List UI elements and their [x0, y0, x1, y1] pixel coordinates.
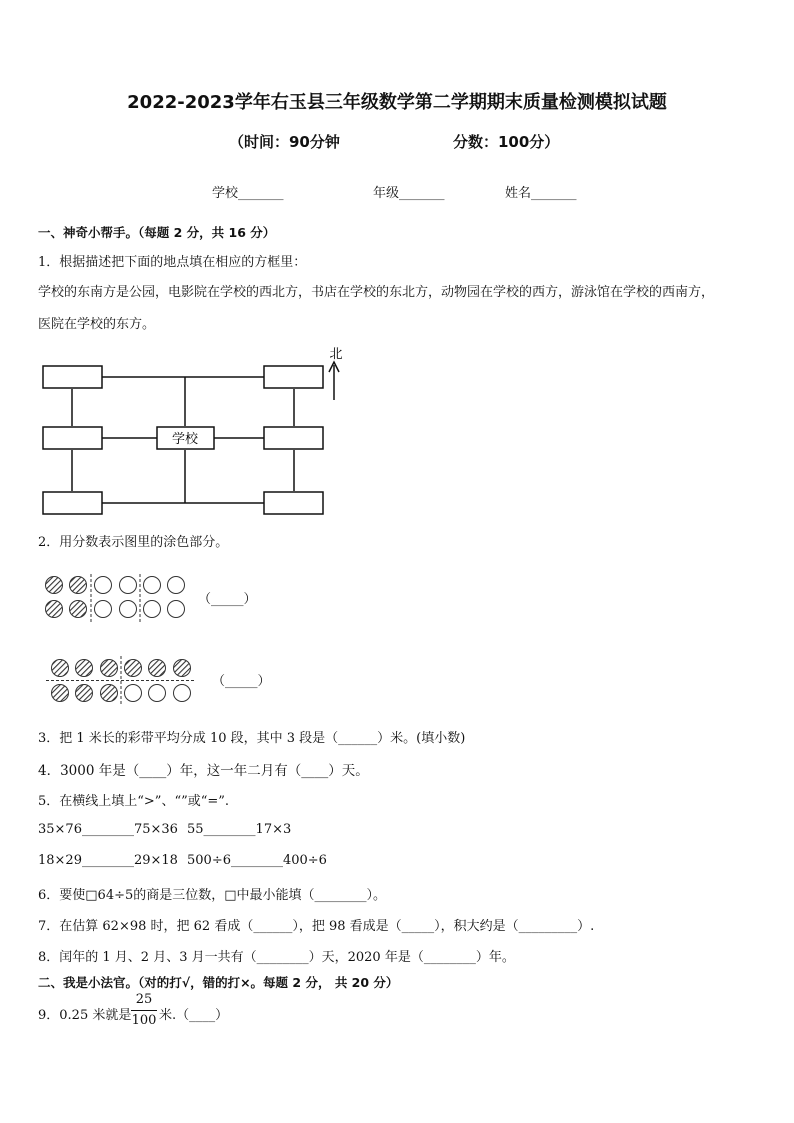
grade-field[interactable]: 年级_______ — [373, 186, 445, 201]
box-northeast[interactable] — [264, 366, 323, 388]
q4: 4．3000 年是（____）年，这一年二月有（____）天。 — [38, 763, 369, 779]
q5-row1-item2: 55________17×3 — [187, 822, 292, 837]
name-field[interactable]: 姓名_______ — [505, 186, 577, 201]
box-southwest[interactable] — [43, 492, 102, 514]
section-1-heading: 一、神奇小帮手。（每题 2 分，共 16 分） — [38, 225, 276, 240]
circles-figure-2 — [44, 655, 204, 707]
school-field[interactable]: 学校_______ — [212, 186, 284, 201]
fraction-numerator: 25 — [135, 992, 153, 1007]
q5-row2-item2: 500÷6________400÷6 — [187, 853, 327, 868]
q9-prefix: 9．0.25 米就是 — [38, 1008, 132, 1023]
q9-fraction — [131, 992, 157, 1029]
q7: 7．在估算 62×98 时，把 62 看成（______），把 98 看成是（_____），积大约是（_________）. — [38, 919, 595, 934]
box-southeast[interactable] — [264, 492, 323, 514]
q1-desc-line2: 医院在学校的东方。 — [38, 317, 156, 332]
page-title: 2022-2023学年右玉县三年级数学第二学期期末质量检测模拟试题 — [127, 92, 667, 113]
school-label: 学校 — [171, 432, 199, 447]
q5-row2-item1: 18×29________29×18 — [38, 853, 178, 868]
q1-prompt: 1．根据描述把下面的地点填在相应的方框里： — [38, 255, 307, 270]
time-label: （时间：90分钟 — [229, 133, 340, 151]
q5-prompt: 5．在横线上填上“>”、“”或“=”. — [38, 794, 230, 809]
q1-desc-line1: 学校的东南方是公园，电影院在学校的西北方，书店在学校的东北方，动物园在学校的西方，游泳馆在学校的西南方， — [38, 285, 715, 300]
q8: 8．闰年的 1 月、2 月、3 月一共有（________）天，2020 年是（________）年。 — [38, 950, 515, 965]
location-diagram — [0, 340, 360, 520]
q9-suffix: 米.（____） — [159, 1008, 229, 1023]
q2-answer-blank-1[interactable]: （_____） — [198, 592, 257, 607]
circles-figure-1 — [40, 572, 200, 624]
q5-row1-item1: 35×76________75×36 — [38, 822, 178, 837]
section-2-heading: 二、我是小法官。（对的打√，错的打×。每题 2 分， 共 20 分） — [38, 975, 399, 990]
q6: 6．要使□64÷5的商是三位数，□中最小能填（________）。 — [38, 888, 387, 903]
box-west[interactable] — [43, 427, 102, 449]
score-label: 分数：100分） — [453, 133, 560, 151]
box-east[interactable] — [264, 427, 323, 449]
q3: 3．把 1 米长的彩带平均分成 10 段，其中 3 段是（______）米。(填小数) — [38, 731, 466, 746]
fraction-denominator: 100 — [131, 1013, 157, 1028]
q2-prompt: 2．用分数表示图里的涂色部分。 — [38, 535, 229, 550]
fraction-bar — [131, 1010, 157, 1011]
q2-answer-blank-2[interactable]: （_____） — [212, 674, 271, 689]
north-label: 北 — [329, 347, 343, 362]
box-northwest[interactable] — [43, 366, 102, 388]
